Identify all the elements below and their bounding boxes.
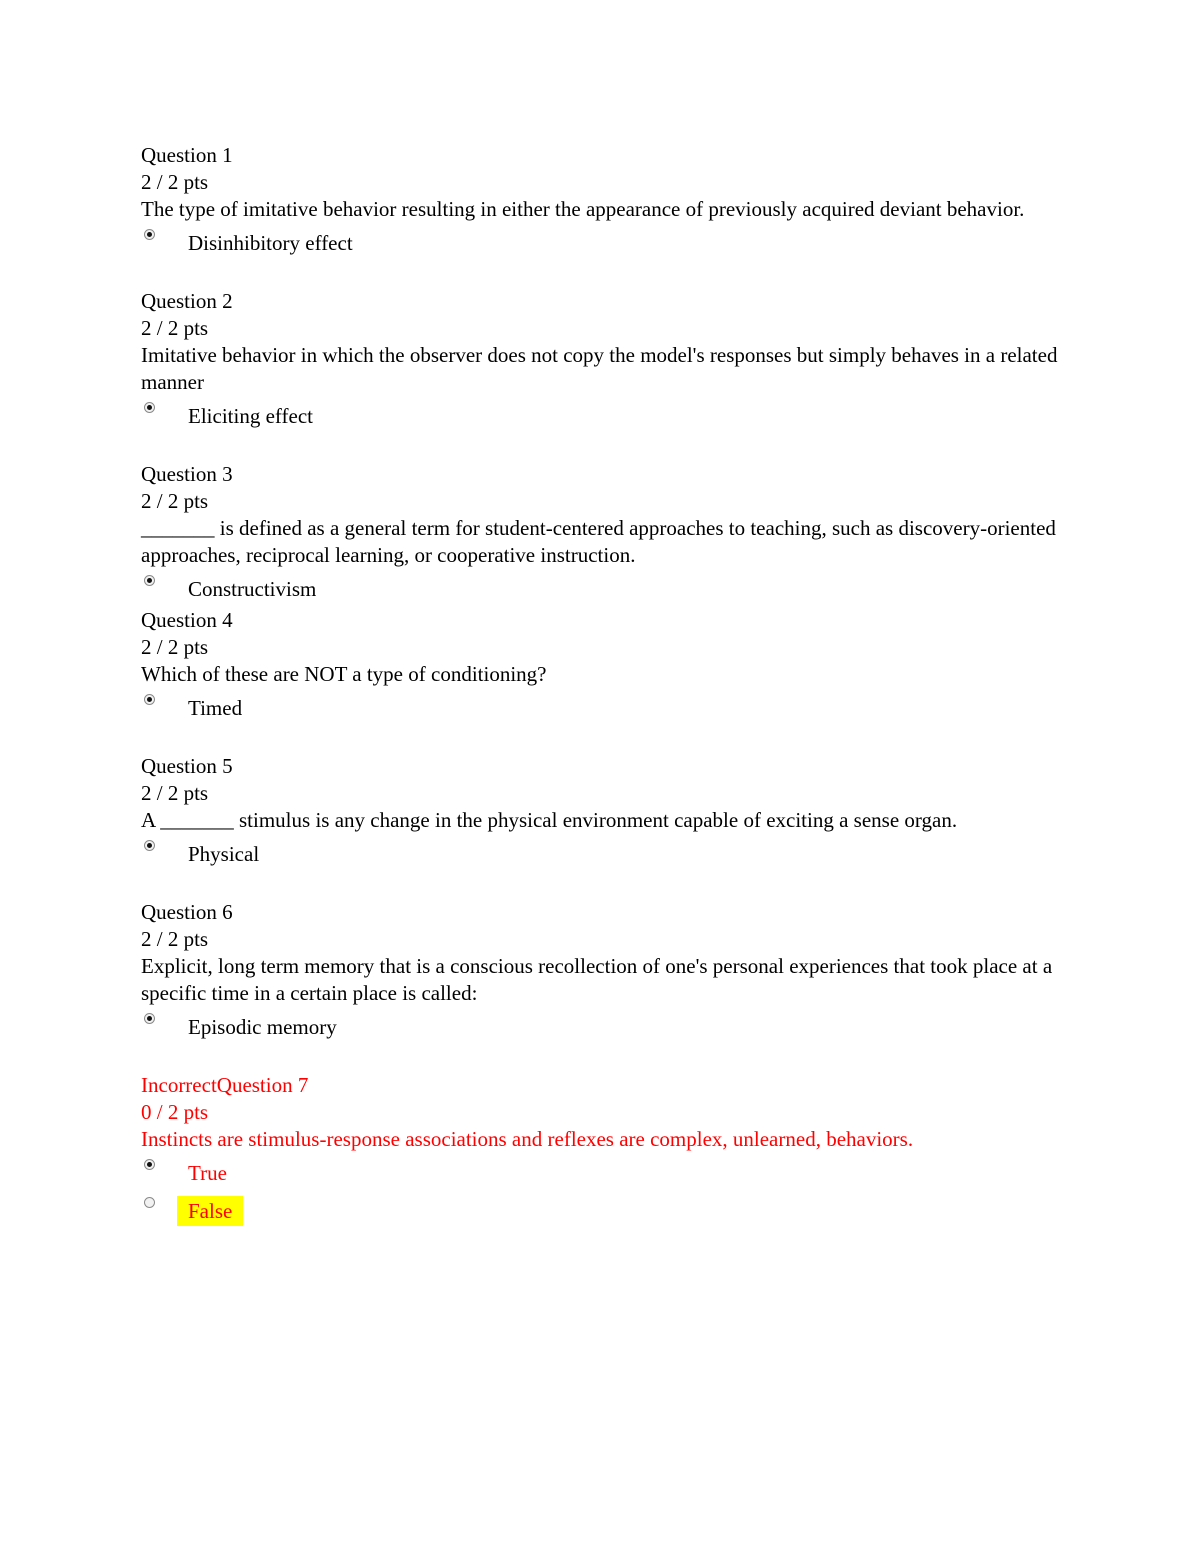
question-text: The type of imitative behavior resulting in either the appearance of previously acquired deviant behavior. — [141, 197, 1025, 221]
answer-option[interactable] — [141, 1009, 1071, 1045]
radio-checked-icon[interactable] — [144, 229, 155, 240]
radio-checked-icon[interactable] — [144, 1013, 155, 1024]
question-7 — [141, 1072, 1071, 1229]
answer-option[interactable] — [141, 225, 1071, 261]
question-3 — [141, 461, 1071, 607]
question-score: 2 / 2 pts — [141, 170, 209, 194]
radio-unchecked-icon[interactable] — [144, 1197, 155, 1208]
question-1 — [141, 142, 1071, 261]
question-5 — [141, 753, 1071, 872]
question-title: Question 3 — [141, 462, 233, 486]
answer-option[interactable] — [141, 398, 1071, 434]
question-text: Which of these are NOT a type of conditioning? — [141, 662, 547, 686]
question-score: 2 / 2 pts — [141, 489, 209, 513]
question-title: IncorrectQuestion 7 — [141, 1073, 309, 1097]
answer-label: Disinhibitory effect — [188, 231, 353, 255]
answer-label: Eliciting effect — [188, 404, 313, 428]
question-2 — [141, 288, 1071, 434]
question-4 — [141, 607, 1071, 726]
question-text: Instincts are stimulus-response associations and reflexes are complex, unlearned, behaviors. — [141, 1127, 914, 1151]
question-text: A _______ stimulus is any change in the physical environment capable of exciting a sense organ. — [141, 808, 958, 832]
question-text: Explicit, long term memory that is a conscious recollection of one's personal experiences that took place at a specific time in a certain place is called: — [141, 954, 1053, 1005]
question-score: 2 / 2 pts — [141, 635, 209, 659]
answer-label: Timed — [188, 696, 243, 720]
radio-checked-icon[interactable] — [144, 575, 155, 586]
question-title: Question 2 — [141, 289, 233, 313]
question-title: Question 5 — [141, 754, 233, 778]
answer-option[interactable] — [141, 571, 1071, 607]
radio-checked-icon[interactable] — [144, 694, 155, 705]
question-text: _______ is defined as a general term for student-centered approaches to teaching, such as discovery-oriented approaches, reciprocal learning, or cooperative instruction. — [141, 516, 1056, 567]
question-title: Question 1 — [141, 143, 233, 167]
answer-label: Constructivism — [188, 577, 317, 601]
question-score: 2 / 2 pts — [141, 316, 209, 340]
question-score: 2 / 2 pts — [141, 781, 209, 805]
answer-option[interactable] — [141, 1155, 1071, 1191]
correct-answer-label: False — [177, 1196, 243, 1226]
radio-checked-icon[interactable] — [144, 1159, 155, 1170]
question-score: 0 / 2 pts — [141, 1100, 209, 1124]
question-score: 2 / 2 pts — [141, 927, 209, 951]
quiz-results-page — [141, 142, 1071, 1229]
answer-option[interactable] — [141, 836, 1071, 872]
radio-checked-icon[interactable] — [144, 840, 155, 851]
answer-label: True — [188, 1161, 227, 1185]
answer-label: Episodic memory — [188, 1015, 337, 1039]
question-6 — [141, 899, 1071, 1045]
question-title: Question 6 — [141, 900, 233, 924]
question-title: Question 4 — [141, 608, 233, 632]
answer-option-correct[interactable] — [141, 1193, 1071, 1229]
radio-checked-icon[interactable] — [144, 402, 155, 413]
answer-option[interactable] — [141, 690, 1071, 726]
answer-label: Physical — [188, 842, 260, 866]
question-text: Imitative behavior in which the observer does not copy the model's responses but simply behaves in a related manner — [141, 343, 1058, 394]
